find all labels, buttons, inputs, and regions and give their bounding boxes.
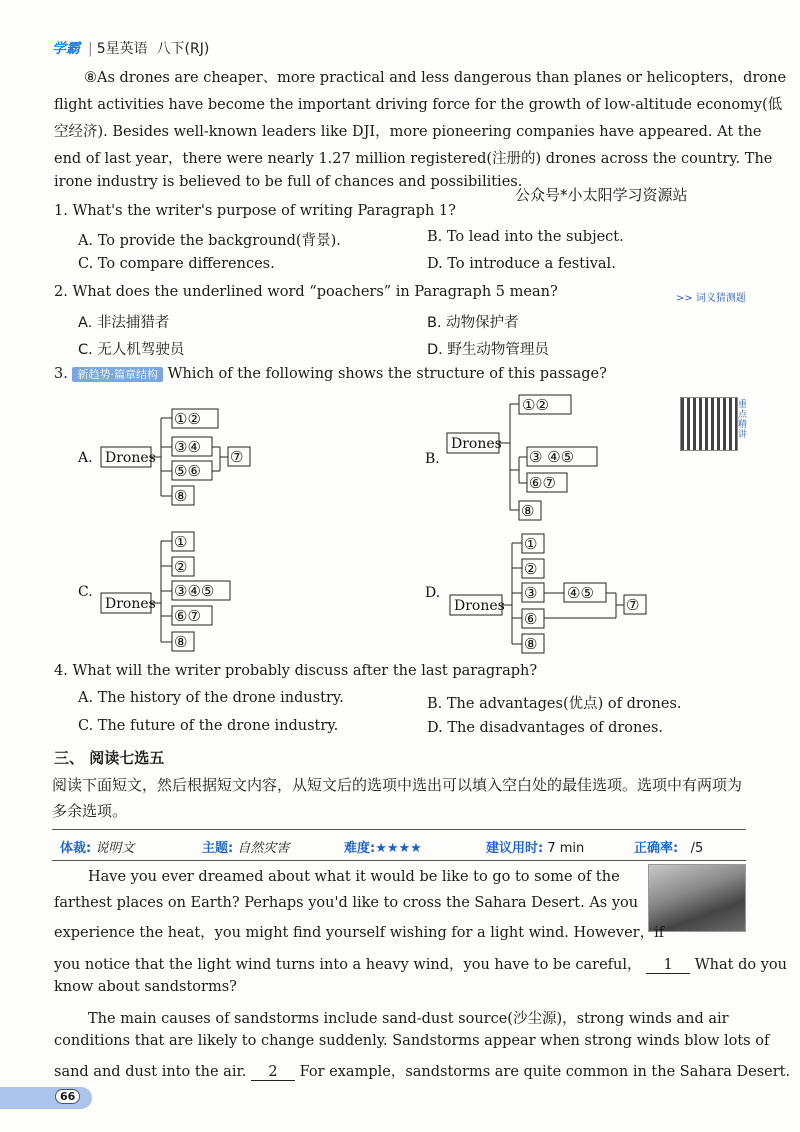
q1-option-d: D. To introduce a festival. [427,256,616,272]
topic-value: 自然灾害 [237,841,290,856]
diagram-c-box-8: ⑧ [174,633,188,651]
passage-line-4-end: What do you [694,957,787,973]
diagram-c-box-67: ⑥⑦ [174,607,201,625]
section-instruction: 阅读下面短文，然后根据短文内容，从短文后的选项中选出可以填入空白处的最佳选项。选项中有两项为多余选项。 [52,776,743,820]
passage-line-6: The main causes of sandstorms include sand-dust source(沙尘源)，strong winds and air [88,1011,729,1027]
topic-label: 主题: [202,841,234,856]
structure-tag: 新趋势·篇章结构 [72,367,163,382]
word-guess-hint: >> 词义猜测题 [676,293,746,304]
q1-option-c: C. To compare differences. [78,256,275,272]
passage-line-8-text: sand and dust into the air. [54,1064,247,1080]
page-number-tab [0,1087,92,1109]
difficulty-stars: ★★★★ [375,841,422,856]
q1-option-a: A. To provide the background(背景). [78,233,341,249]
diagram-d-box-8: ⑧ [524,635,538,653]
diagram-b-root: Drones [451,436,502,452]
section-title: 三、 阅读七选五 [54,749,165,767]
q2-option-c: C. 无人机驾驶员 [78,342,185,358]
passage-line-4-text: you notice that the light wind turns into a heavy wind，you have to be careful， [54,957,642,973]
q4-option-c: C. The future of the drone industry. [78,718,339,734]
page-number: 66 [55,1089,80,1104]
difficulty-label: 难度: [344,841,376,856]
diagram-a-root: Drones [105,450,156,466]
passage-line-8 [54,1060,790,1081]
diagram-d-label: D. [425,585,441,601]
diagram-c-box-2: ② [174,558,188,576]
brand-logo: 学霸 [52,41,80,57]
passage-line-7: conditions that are likely to change suddenly. Sandstorms appear when strong winds blow lots of [54,1033,770,1049]
diagram-d-box-7: ⑦ [626,596,640,614]
q3-text: Which of the following shows the structure of this passage? [167,366,607,382]
passage-line-8-end: For example，sandstorms are quite common in the Sahara Desert. [299,1064,791,1080]
q3-number: 3. [54,366,68,382]
genre-value: 说明文 [95,841,135,856]
question-4-stem: 4. What will the writer probably discuss after the last paragraph? [54,663,538,679]
q1-option-b: B. To lead into the subject. [427,229,624,245]
diagram-b-box-345: ③ ④⑤ [529,448,575,466]
diagram-b-box-67: ⑥⑦ [529,474,556,492]
diagram-d-box-6: ⑥ [524,610,538,628]
q2-option-a: A. 非法捕猎者 [78,315,170,331]
diagram-c-box-345: ③④⑤ [174,582,215,600]
diagram-d-box-45: ④⑤ [567,584,594,602]
diagram-a-box-12: ①② [174,410,201,428]
p8-line-1: ⑧As drones are cheaper、more practical and less dangerous than planes or helicopters，drone [84,70,787,86]
time-label: 建议用时: [486,841,544,856]
diagram-d-box-1: ① [524,535,538,553]
passage-line-3: experience the heat，you might find yourself wishing for a light wind. However，if [54,925,665,941]
grade-label: 八下(RJ) [156,41,210,57]
diagram-d-root: Drones [454,598,505,614]
diagram-b-box-12: ①② [522,396,549,414]
series-name: 5星英语 [96,41,148,57]
p8-line-4: end of last year，there were nearly 1.27 million registered(注册的) drones across the country. The [54,151,773,167]
time-value: 7 min [547,841,585,856]
diagram-c-box-1: ① [174,533,188,551]
p8-line-5: irone industry is believed to be full of chances and possibilities. [54,174,523,190]
passage-line-4 [54,953,787,974]
q4-option-d: D. The disadvantages of drones. [427,720,663,736]
p8-line-2: flight activities have become the important driving force for the growth of low-altitude economy(低 [54,97,783,113]
diagram-a-label: A. [78,450,93,466]
qr-side-label: 重点精讲 [738,400,748,440]
diagram-b-label: B. [425,451,440,467]
diagram-c-root: Drones [105,596,156,612]
diagram-a-box-7: ⑦ [230,448,244,466]
accuracy-value: /5 [690,841,704,856]
genre-label: 体裁: [60,841,92,856]
diagram-a-box-8: ⑧ [174,487,188,505]
diagram-d-box-2: ② [524,560,538,578]
passage-line-5: know about sandstorms? [54,979,237,995]
question-2-stem: 2. What does the underlined word “poachers” in Paragraph 5 mean? [54,284,558,300]
accuracy-label: 正确率: [634,841,679,856]
passage-info-bar [52,829,746,861]
q2-option-b: B. 动物保护者 [427,315,519,331]
diagram-a-box-56: ⑤⑥ [174,462,201,480]
diagram-d-box-3: ③ [524,584,538,602]
passage-line-2: farthest places on Earth? Perhaps you'd like to cross the Sahara Desert. As you [54,895,639,911]
q4-option-b: B. The advantages(优点) of drones. [427,696,682,712]
watermark-text: 公众号*小太阳学习资源站 [515,186,688,204]
diagram-c-label: C. [78,584,93,600]
blank-2[interactable]: 2 [251,1064,295,1081]
diagram-b-box-8: ⑧ [521,502,535,520]
diagram-a-box-34: ③④ [174,438,201,456]
question-1-stem: 1. What's the writer's purpose of writing Paragraph 1? [54,203,456,219]
page-header: 学霸 | 5星英语 八下(RJ) [52,41,210,57]
passage-line-1: Have you ever dreamed about what it would be like to go to some of the [88,869,620,885]
q4-option-a: A. The history of the drone industry. [78,690,344,706]
blank-1[interactable]: 1 [646,957,690,974]
q2-option-d: D. 野生动物管理员 [427,342,549,358]
p8-line-3: 空经济). Besides well-known leaders like DJI，more pioneering companies have appeared. At the [54,124,762,140]
